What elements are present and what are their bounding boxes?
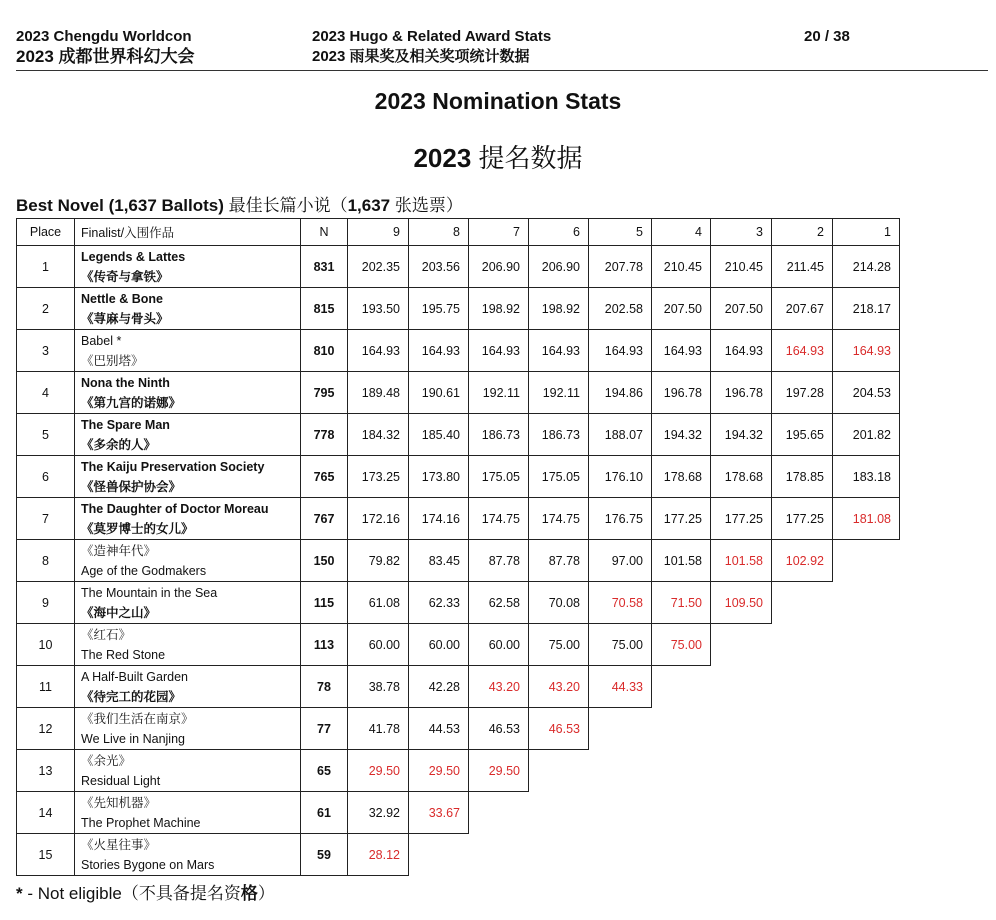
round-value-cell: 204.53 <box>833 372 900 414</box>
round-value-cell: 101.58 <box>652 540 711 582</box>
round-value-cell: 193.50 <box>348 288 409 330</box>
round-value-cell: 211.45 <box>772 246 833 288</box>
category-heading <box>16 191 463 216</box>
empty-cell <box>652 666 711 708</box>
place-cell: 11 <box>17 666 75 708</box>
place-cell: 4 <box>17 372 75 414</box>
header-middle <box>312 28 551 68</box>
finalist-line-2: 《荨麻与骨头》 <box>81 311 169 326</box>
round-value-cell: 42.28 <box>409 666 469 708</box>
round-value-cell: 178.68 <box>652 456 711 498</box>
empty-cell <box>772 708 833 750</box>
round-value-cell: 206.90 <box>469 246 529 288</box>
round-value-cell: 194.86 <box>589 372 652 414</box>
finalist-cell <box>75 624 301 666</box>
empty-cell <box>529 792 589 834</box>
finalist-line-2: 《海中之山》 <box>81 605 157 620</box>
place-cell: 10 <box>17 624 75 666</box>
round-value-cell: 192.11 <box>469 372 529 414</box>
round-value-cell: 175.05 <box>469 456 529 498</box>
place-cell: 8 <box>17 540 75 582</box>
empty-cell <box>772 624 833 666</box>
nomination-count-cell: 765 <box>301 456 348 498</box>
place-cell: 2 <box>17 288 75 330</box>
column-header: 8 <box>409 219 469 246</box>
table-row <box>17 246 900 288</box>
empty-cell <box>833 708 900 750</box>
round-value-cell: 75.00 <box>652 624 711 666</box>
empty-cell <box>652 750 711 792</box>
empty-cell <box>833 540 900 582</box>
empty-cell <box>652 792 711 834</box>
finalist-line-1: The Mountain in the Sea <box>81 585 218 600</box>
place-cell: 1 <box>17 246 75 288</box>
round-value-cell: 181.08 <box>833 498 900 540</box>
finalist-cell <box>75 456 301 498</box>
round-value-cell: 29.50 <box>348 750 409 792</box>
round-value-cell: 203.56 <box>409 246 469 288</box>
round-value-cell: 75.00 <box>589 624 652 666</box>
nomination-count-cell: 65 <box>301 750 348 792</box>
place-cell: 13 <box>17 750 75 792</box>
empty-cell <box>529 750 589 792</box>
round-value-cell: 174.75 <box>469 498 529 540</box>
column-header: Place <box>17 219 75 246</box>
round-value-cell: 41.78 <box>348 708 409 750</box>
finalist-line-1: Babel * <box>81 333 122 348</box>
empty-cell <box>711 624 772 666</box>
column-header: 2 <box>772 219 833 246</box>
round-value-cell: 177.25 <box>652 498 711 540</box>
round-value-cell: 210.45 <box>711 246 772 288</box>
round-value-cell: 172.16 <box>348 498 409 540</box>
empty-cell <box>833 624 900 666</box>
empty-cell <box>772 834 833 876</box>
empty-cell <box>772 750 833 792</box>
round-value-cell: 173.80 <box>409 456 469 498</box>
place-cell: 7 <box>17 498 75 540</box>
nomination-count-cell: 815 <box>301 288 348 330</box>
round-value-cell: 44.33 <box>589 666 652 708</box>
category-zh-count: 1,637 <box>347 196 391 215</box>
round-value-cell: 185.40 <box>409 414 469 456</box>
round-value-cell: 83.45 <box>409 540 469 582</box>
round-value-cell: 198.92 <box>529 288 589 330</box>
finalist-cell <box>75 372 301 414</box>
finalist-line-1: 《我们生活在南京》 <box>81 711 194 726</box>
empty-cell <box>469 792 529 834</box>
round-value-cell: 87.78 <box>529 540 589 582</box>
finalist-line-2: 《莫罗博士的女儿》 <box>81 521 194 536</box>
finalist-line-1: 《先知机器》 <box>81 795 157 810</box>
column-header: 1 <box>833 219 900 246</box>
round-value-cell: 164.93 <box>409 330 469 372</box>
footnote-bold-char: 格 <box>240 884 258 903</box>
finalist-line-1: The Spare Man <box>81 417 170 432</box>
nomination-count-cell: 795 <box>301 372 348 414</box>
empty-cell <box>589 834 652 876</box>
round-value-cell: 186.73 <box>529 414 589 456</box>
finalist-cell <box>75 708 301 750</box>
round-value-cell: 62.33 <box>409 582 469 624</box>
finalist-line-1: Nettle & Bone <box>81 291 163 306</box>
round-value-cell: 207.50 <box>711 288 772 330</box>
table-row <box>17 834 900 876</box>
header-left <box>16 28 195 68</box>
round-value-cell: 196.78 <box>652 372 711 414</box>
round-value-cell: 164.93 <box>529 330 589 372</box>
round-value-cell: 175.05 <box>529 456 589 498</box>
empty-cell <box>833 792 900 834</box>
empty-cell <box>711 666 772 708</box>
finalist-line-2: Age of the Godmakers <box>81 563 207 578</box>
page-title-zh <box>0 138 996 175</box>
finalist-line-2: 《怪兽保护协会》 <box>81 479 182 494</box>
finalist-cell <box>75 792 301 834</box>
finalist-cell <box>75 834 301 876</box>
round-value-cell: 192.11 <box>529 372 589 414</box>
finalist-line-2: Residual Light <box>81 773 161 788</box>
place-cell: 12 <box>17 708 75 750</box>
empty-cell <box>711 750 772 792</box>
nomination-count-cell: 59 <box>301 834 348 876</box>
place-cell: 15 <box>17 834 75 876</box>
empty-cell <box>833 582 900 624</box>
finalist-line-2: 《巴别塔》 <box>81 353 144 368</box>
header-doc-en: 2023 Hugo & Related Award Stats <box>312 28 552 45</box>
round-value-cell: 60.00 <box>348 624 409 666</box>
round-value-cell: 202.35 <box>348 246 409 288</box>
page-title-en: 2023 Nomination Stats <box>374 88 622 114</box>
round-value-cell: 164.93 <box>469 330 529 372</box>
footnote-star: * <box>16 884 23 903</box>
finalist-cell <box>75 330 301 372</box>
finalist-line-2: Stories Bygone on Mars <box>81 857 215 872</box>
round-value-cell: 164.93 <box>833 330 900 372</box>
empty-cell <box>409 834 469 876</box>
footnote-close: ） <box>257 884 275 903</box>
nomination-count-cell: 115 <box>301 582 348 624</box>
round-value-cell: 164.93 <box>652 330 711 372</box>
round-value-cell: 210.45 <box>652 246 711 288</box>
round-value-cell: 177.25 <box>772 498 833 540</box>
empty-cell <box>589 750 652 792</box>
empty-cell <box>833 834 900 876</box>
round-value-cell: 101.58 <box>711 540 772 582</box>
table-row <box>17 288 900 330</box>
table-row <box>17 666 900 708</box>
header-event-zh: 2023 成都世界科幻大会 <box>16 47 195 66</box>
nomination-count-cell: 810 <box>301 330 348 372</box>
nomination-count-cell: 150 <box>301 540 348 582</box>
round-value-cell: 198.92 <box>469 288 529 330</box>
column-header: 6 <box>529 219 589 246</box>
round-value-cell: 71.50 <box>652 582 711 624</box>
round-value-cell: 206.90 <box>529 246 589 288</box>
empty-cell <box>711 834 772 876</box>
round-value-cell: 70.58 <box>589 582 652 624</box>
round-value-cell: 174.16 <box>409 498 469 540</box>
table-row <box>17 624 900 666</box>
empty-cell <box>652 834 711 876</box>
round-value-cell: 61.08 <box>348 582 409 624</box>
finalist-cell <box>75 288 301 330</box>
round-value-cell: 43.20 <box>529 666 589 708</box>
round-value-cell: 173.25 <box>348 456 409 498</box>
finalist-line-1: 《余光》 <box>81 753 132 768</box>
header-doc-zh: 2023 雨果奖及相关奖项统计数据 <box>312 48 530 65</box>
finalist-line-2: 《传奇与拿铁》 <box>81 269 169 284</box>
finalist-line-2: 《多余的人》 <box>81 437 157 452</box>
round-value-cell: 60.00 <box>409 624 469 666</box>
round-value-cell: 60.00 <box>469 624 529 666</box>
place-cell: 3 <box>17 330 75 372</box>
round-value-cell: 188.07 <box>589 414 652 456</box>
finalist-line-1: 《火星往事》 <box>81 837 157 852</box>
round-value-cell: 207.50 <box>652 288 711 330</box>
table-row <box>17 750 900 792</box>
round-value-cell: 32.92 <box>348 792 409 834</box>
finalist-cell <box>75 540 301 582</box>
round-value-cell: 183.18 <box>833 456 900 498</box>
header-page-number <box>804 28 850 46</box>
table-row <box>17 414 900 456</box>
empty-cell <box>469 834 529 876</box>
nomination-count-cell: 78 <box>301 666 348 708</box>
round-value-cell: 97.00 <box>589 540 652 582</box>
round-value-cell: 207.78 <box>589 246 652 288</box>
round-value-cell: 43.20 <box>469 666 529 708</box>
category-zh-pre: 最佳长篇小说（ <box>223 196 348 215</box>
column-header: 3 <box>711 219 772 246</box>
empty-cell <box>833 750 900 792</box>
empty-cell <box>772 666 833 708</box>
round-value-cell: 195.75 <box>409 288 469 330</box>
empty-cell <box>833 666 900 708</box>
round-value-cell: 46.53 <box>469 708 529 750</box>
footnote <box>16 879 275 904</box>
round-value-cell: 196.78 <box>711 372 772 414</box>
finalist-line-1: The Kaiju Preservation Society <box>81 459 265 474</box>
finalist-line-2: The Red Stone <box>81 647 166 662</box>
round-value-cell: 197.28 <box>772 372 833 414</box>
page-number: 20 / 38 <box>804 28 850 45</box>
round-value-cell: 177.25 <box>711 498 772 540</box>
nomination-count-cell: 61 <box>301 792 348 834</box>
round-value-cell: 218.17 <box>833 288 900 330</box>
place-cell: 6 <box>17 456 75 498</box>
round-value-cell: 176.10 <box>589 456 652 498</box>
footnote-text: - Not eligible（不具备提名资 <box>22 884 241 903</box>
round-value-cell: 178.68 <box>711 456 772 498</box>
page-title-zh-year: 2023 <box>413 143 472 173</box>
finalist-cell <box>75 498 301 540</box>
round-value-cell: 201.82 <box>833 414 900 456</box>
nomination-count-cell: 113 <box>301 624 348 666</box>
category-zh-post: 张选票） <box>390 196 463 215</box>
finalist-line-1: Nona the Ninth <box>81 375 170 390</box>
finalist-line-1: 《红石》 <box>81 627 132 642</box>
finalist-line-1: 《造神年代》 <box>81 543 157 558</box>
round-value-cell: 202.58 <box>589 288 652 330</box>
round-value-cell: 164.93 <box>772 330 833 372</box>
round-value-cell: 109.50 <box>711 582 772 624</box>
nomination-table <box>16 218 900 876</box>
round-value-cell: 46.53 <box>529 708 589 750</box>
nomination-count-cell: 77 <box>301 708 348 750</box>
category-en: Best Novel (1,637 Ballots) <box>16 196 224 215</box>
finalist-cell <box>75 582 301 624</box>
round-value-cell: 28.12 <box>348 834 409 876</box>
round-value-cell: 75.00 <box>529 624 589 666</box>
table-row <box>17 792 900 834</box>
column-header: Finalist/入围作品 <box>75 219 301 246</box>
round-value-cell: 164.93 <box>711 330 772 372</box>
empty-cell <box>772 582 833 624</box>
finalist-line-2: 《待完工的花园》 <box>81 689 182 704</box>
finalist-line-2: 《第九宫的诺娜》 <box>81 395 182 410</box>
header-divider <box>16 70 988 71</box>
finalist-cell <box>75 246 301 288</box>
round-value-cell: 164.93 <box>589 330 652 372</box>
finalist-line-2: We Live in Nanjing <box>81 731 185 746</box>
table-row <box>17 540 900 582</box>
empty-cell <box>711 708 772 750</box>
round-value-cell: 178.85 <box>772 456 833 498</box>
column-header: 5 <box>589 219 652 246</box>
round-value-cell: 44.53 <box>409 708 469 750</box>
table-body <box>17 246 900 876</box>
round-value-cell: 214.28 <box>833 246 900 288</box>
column-header: 9 <box>348 219 409 246</box>
round-value-cell: 194.32 <box>652 414 711 456</box>
empty-cell <box>589 708 652 750</box>
nomination-count-cell: 767 <box>301 498 348 540</box>
round-value-cell: 87.78 <box>469 540 529 582</box>
round-value-cell: 164.93 <box>348 330 409 372</box>
finalist-cell <box>75 414 301 456</box>
place-cell: 14 <box>17 792 75 834</box>
round-value-cell: 194.32 <box>711 414 772 456</box>
round-value-cell: 79.82 <box>348 540 409 582</box>
column-header: 4 <box>652 219 711 246</box>
round-value-cell: 207.67 <box>772 288 833 330</box>
place-cell: 5 <box>17 414 75 456</box>
header-event-en: 2023 Chengdu Worldcon <box>16 28 192 45</box>
column-header: 7 <box>469 219 529 246</box>
finalist-line-2: The Prophet Machine <box>81 815 201 830</box>
finalist-cell <box>75 666 301 708</box>
finalist-line-1: Legends & Lattes <box>81 249 186 264</box>
round-value-cell: 62.58 <box>469 582 529 624</box>
round-value-cell: 189.48 <box>348 372 409 414</box>
nomination-count-cell: 831 <box>301 246 348 288</box>
page-title-zh-text: 提名数据 <box>478 143 583 173</box>
round-value-cell: 29.50 <box>469 750 529 792</box>
round-value-cell: 70.08 <box>529 582 589 624</box>
column-header: N <box>301 219 348 246</box>
empty-cell <box>529 834 589 876</box>
round-value-cell: 184.32 <box>348 414 409 456</box>
round-value-cell: 29.50 <box>409 750 469 792</box>
table-row <box>17 498 900 540</box>
round-value-cell: 176.75 <box>589 498 652 540</box>
table-row <box>17 456 900 498</box>
empty-cell <box>652 708 711 750</box>
nomination-count-cell: 778 <box>301 414 348 456</box>
round-value-cell: 190.61 <box>409 372 469 414</box>
page-header <box>16 28 988 74</box>
empty-cell <box>589 792 652 834</box>
round-value-cell: 102.92 <box>772 540 833 582</box>
table-row <box>17 582 900 624</box>
round-value-cell: 186.73 <box>469 414 529 456</box>
table-row <box>17 372 900 414</box>
round-value-cell: 38.78 <box>348 666 409 708</box>
round-value-cell: 33.67 <box>409 792 469 834</box>
table-header-row <box>17 219 900 246</box>
empty-cell <box>711 792 772 834</box>
round-value-cell: 195.65 <box>772 414 833 456</box>
finalist-cell <box>75 750 301 792</box>
round-value-cell: 174.75 <box>529 498 589 540</box>
empty-cell <box>772 792 833 834</box>
finalist-line-1: The Daughter of Doctor Moreau <box>81 501 269 516</box>
place-cell: 9 <box>17 582 75 624</box>
finalist-line-1: A Half-Built Garden <box>81 669 188 684</box>
table-row <box>17 330 900 372</box>
table-row <box>17 708 900 750</box>
